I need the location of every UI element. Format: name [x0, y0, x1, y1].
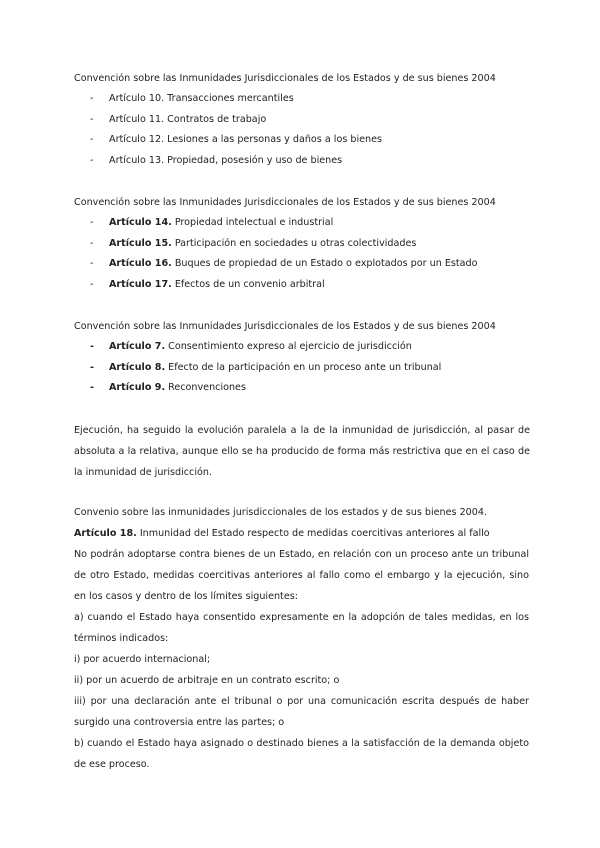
list-item [74, 216, 526, 230]
list-item-text: Efecto de la participación en un proceso ante un tribunal [165, 361, 442, 373]
list-item-text: Consentimiento expreso al ejercicio de jurisdicción [165, 341, 412, 352]
section-3-list [74, 340, 526, 395]
section-3-heading: Convención sobre las Inmunidades Jurisdiccionales de los Estados y de sus bienes 2004 [74, 321, 496, 332]
article-label: Artículo 14. [109, 217, 172, 228]
dash-bullet: - [90, 341, 94, 352]
section-1-list [74, 92, 526, 168]
section-5 [74, 502, 529, 775]
article-18-intro: No podrán adoptarse contra bienes de un Estado, en relación con un proceso ante un tribunal de otro Estado, medidas coercitivas anteriores al fallo como el embargo y la ejecución, sino en los casos y dentro de los límites siguientes: [74, 549, 529, 602]
dash-bullet: - [90, 237, 94, 249]
list-item-text: Artículo 13. Propiedad, posesión y uso de bienes [109, 155, 343, 167]
list-item [74, 361, 526, 375]
list-item [74, 257, 526, 271]
clause-iii: iii) por una declaración ante el tribunal o por una comunicación escrita después de haber surgido una controversia entre las partes; o [74, 696, 529, 728]
list-item-text: Artículo 12. Lesiones a las personas y daños a los bienes [109, 134, 383, 146]
dash-bullet: - [90, 217, 94, 228]
article-18-title [74, 523, 529, 544]
clause-i: i) por acuerdo internacional; [74, 654, 211, 665]
list-item [74, 113, 526, 127]
article-label: Artículo 17. [109, 279, 172, 291]
list-item-text: Efectos de un convenio arbitral [171, 279, 325, 291]
dash-bullet: - [90, 382, 94, 394]
clause-b: b) cuando el Estado haya asignado o destinado bienes a la satisfacción de la demanda objeto de ese proceso. [74, 738, 529, 770]
list-item-text: Artículo 11. Contratos de trabajo [109, 113, 267, 125]
list-item [74, 278, 526, 292]
dash-bullet: - [90, 113, 94, 125]
dash-bullet: - [90, 279, 94, 291]
list-item-text: Propiedad intelectual e industrial [171, 217, 334, 228]
article-label: Artículo 7. [109, 341, 166, 352]
dash-bullet: - [90, 93, 94, 104]
dash-bullet: - [90, 134, 94, 146]
list-item-text: Reconvenciones [165, 382, 246, 394]
list-item [74, 92, 526, 106]
section-1-heading: Convención sobre las Inmunidades Jurisdiccionales de los Estados y de sus bienes 2004 [74, 73, 496, 84]
execution-paragraph: Ejecución, ha seguido la evolución paralela a la de la inmunidad de jurisdicción, al pasar de absoluta a la relativa, aunque ello se ha producido de forma más restrictiva que en el caso de la inmunidad de jurisdicción. [74, 425, 530, 478]
section-1 [74, 72, 526, 175]
list-item-text: Buques de propiedad de un Estado o explotados por un Estado [171, 258, 478, 270]
section-2 [74, 196, 526, 299]
list-item [74, 237, 526, 251]
dash-bullet: - [90, 258, 94, 270]
article-label: Artículo 15. [109, 237, 172, 249]
list-item-text: Artículo 10. Transacciones mercantiles [109, 93, 294, 104]
dash-bullet: - [90, 361, 94, 373]
article-title-text: Inmunidad del Estado respecto de medidas coercitivas anteriores al fallo [136, 528, 490, 539]
article-label: Artículo 16. [109, 258, 172, 270]
list-item [74, 154, 526, 168]
article-label: Artículo 18. [74, 528, 137, 539]
section-2-heading: Convención sobre las Inmunidades Jurisdiccionales de los Estados y de sus bienes 2004 [74, 197, 496, 208]
article-label: Artículo 8. [109, 361, 166, 373]
list-item-text: Participación en sociedades u otras colectividades [171, 237, 417, 249]
section-4 [74, 420, 530, 483]
dash-bullet: - [90, 155, 94, 167]
article-label: Artículo 9. [109, 382, 166, 394]
clause-ii: ii) por un acuerdo de arbitraje en un contrato escrito; o [74, 675, 340, 686]
list-item [74, 381, 526, 395]
list-item [74, 133, 526, 147]
list-item [74, 340, 526, 354]
section-5-heading: Convenio sobre las inmunidades jurisdiccionales de los estados y de sus bienes 2004. [74, 507, 488, 518]
section-3 [74, 320, 526, 402]
clause-a: a) cuando el Estado haya consentido expresamente en la adopción de tales medidas, en los términos indicados: [74, 612, 529, 644]
section-2-list [74, 216, 526, 292]
